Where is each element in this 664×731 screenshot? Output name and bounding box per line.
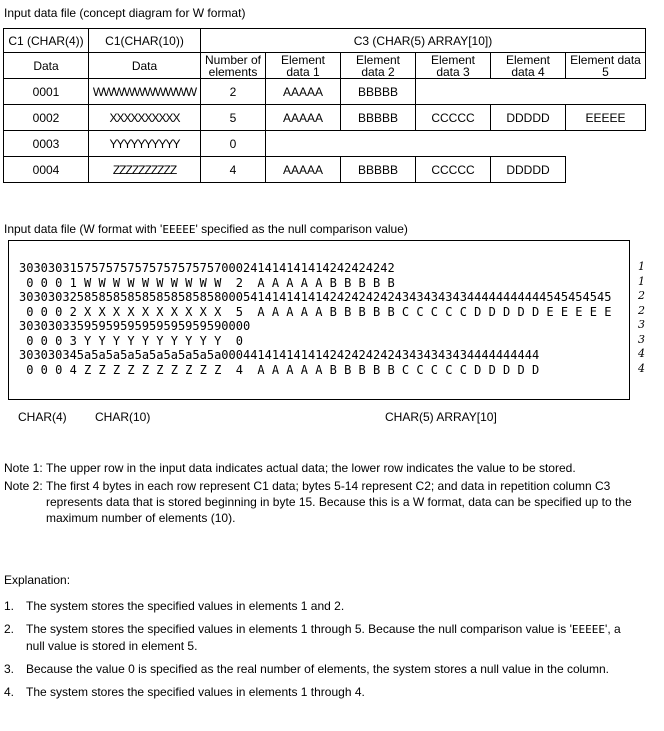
row-marker: 1 <box>638 274 645 288</box>
item-text-part: The system stores the specified values in elements 1 through 5. Because the null comparison value is ' <box>26 622 572 636</box>
item-number: 2. <box>4 622 15 636</box>
note-1 <box>4 460 660 476</box>
item-mono-value: EEEEE <box>571 623 606 636</box>
header-data-2: Data <box>89 53 201 79</box>
hex-line: 303030345a5a5a5a5a5a5a5a5a5a00044141414141424242424243434343434444444444 <box>19 348 540 362</box>
char-line: 0 0 0 1 W W W W W W W W W W 2 A A A A A B B B B B <box>19 275 395 290</box>
cell-element-1: AAAAA <box>266 105 341 131</box>
item-text: The system stores the specified values in elements 1 and 2. <box>26 599 345 613</box>
cell-c2: YYYYYYYYYY <box>89 131 201 157</box>
cell-empty-filler <box>566 157 646 183</box>
cell-element-5: EEEEE <box>566 105 646 131</box>
cell-num-elements: 4 <box>201 157 266 183</box>
char-line: 0 0 0 3 Y Y Y Y Y Y Y Y Y Y 0 <box>19 333 243 348</box>
note-2 <box>4 478 660 526</box>
row-reference-markers <box>638 260 658 376</box>
cell-c1: 0003 <box>4 131 89 157</box>
note-text: The upper row in the input data indicates actual data; the lower row indicates the value to be stored. <box>46 461 576 475</box>
caption-char10: CHAR(10) <box>95 410 151 424</box>
cell-empty-filler <box>266 131 646 157</box>
concept-table <box>3 28 646 183</box>
explanation-item-2 <box>4 621 660 654</box>
char-line: 0 0 0 4 Z Z Z Z Z Z Z Z Z Z 4 A A A A A B B B B B C C C C C D D D D D <box>19 362 540 377</box>
table-header-row-2 <box>4 53 646 79</box>
concept-diagram-title: Input data file (concept diagram for W format) <box>4 6 246 20</box>
item-text <box>26 621 640 654</box>
header-number-of-elements: Number of elements <box>201 53 266 79</box>
cell-element-2: BBBBB <box>341 105 416 131</box>
datafile-title-mono-value: EEEEE <box>162 223 196 236</box>
table-row <box>4 79 646 105</box>
row-marker: 2 <box>638 303 645 317</box>
item-number: 1. <box>4 599 15 613</box>
header-element-1: Element data 1 <box>266 53 341 79</box>
note-text: The first 4 bytes in each row represent C1 data; bytes 5-14 represent C2; and data in repetition column C3 represents data that is stored beginning in byte 15. Because this is a W format, data can be specified up to the maximum number of elements (10). <box>46 479 632 525</box>
caption-char4: CHAR(4) <box>18 410 67 424</box>
hex-line: 3030303258585858585858585858000541414141414242424242434343434344444444444545454545 <box>19 290 612 304</box>
cell-num-elements: 2 <box>201 79 266 105</box>
header-element-5: Element data 5 <box>566 53 646 79</box>
explanation-item-4 <box>4 684 660 700</box>
cell-empty-filler <box>416 79 646 105</box>
header-element-2: Element data 2 <box>341 53 416 79</box>
row-marker: 2 <box>638 289 645 302</box>
cell-c2: ZZZZZZZZZZ <box>89 157 201 183</box>
explanation-item-1 <box>4 598 660 614</box>
cell-element-3: CCCCC <box>416 105 491 131</box>
cell-c1: 0001 <box>4 79 89 105</box>
cell-element-1: AAAAA <box>266 79 341 105</box>
cell-c2: XXXXXXXXXX <box>89 105 201 131</box>
header-element-3: Element data 3 <box>416 53 491 79</box>
note-label: Note 1: <box>4 461 43 475</box>
datafile-title-text: ' specified as the null comparison value) <box>195 222 408 236</box>
header-c1-char10: C1(CHAR(10)) <box>89 29 201 53</box>
item-text: The system stores the specified values in elements 1 through 4. <box>26 685 365 699</box>
table-row <box>4 157 646 183</box>
hex-line: 3030303157575757575757575757000241414141414242424242 <box>19 261 395 275</box>
cell-c2: WWWWWWWWWW <box>89 79 201 105</box>
table-header-row-1 <box>4 29 646 53</box>
cell-element-4: DDDDD <box>491 157 566 183</box>
header-c1-char4: C1 (CHAR(4)) <box>4 29 89 53</box>
item-text: Because the value 0 is specified as the real number of elements, the system stores a null value in the column. <box>26 662 609 676</box>
notes-section <box>4 460 660 528</box>
hex-line: 30303033595959595959595959590000 <box>19 319 251 333</box>
cell-num-elements: 5 <box>201 105 266 131</box>
cell-element-4: DDDDD <box>491 105 566 131</box>
note-label: Note 2: <box>4 479 43 493</box>
row-marker: 4 <box>638 361 645 375</box>
row-marker: 4 <box>638 347 645 360</box>
explanation-heading: Explanation: <box>4 573 71 587</box>
cell-element-2: BBBBB <box>341 157 416 183</box>
caption-char5-array: CHAR(5) ARRAY[10] <box>385 410 497 424</box>
table-row <box>4 131 646 157</box>
row-marker: 3 <box>638 332 645 346</box>
cell-element-1: AAAAA <box>266 157 341 183</box>
item-number: 4. <box>4 685 15 699</box>
datafile-title-text: Input data file (W format with ' <box>4 222 163 236</box>
cell-num-elements: 0 <box>201 131 266 157</box>
header-c3-array: C3 (CHAR(5) ARRAY[10]) <box>201 29 646 53</box>
explanation-section <box>4 572 660 707</box>
datafile-title <box>4 222 408 236</box>
cell-c1: 0004 <box>4 157 89 183</box>
table-row <box>4 105 646 131</box>
row-marker: 1 <box>638 260 645 273</box>
item-text-part: ', a null value is stored in element 5. <box>26 622 621 653</box>
input-datafile-box <box>8 240 630 400</box>
row-marker: 3 <box>638 318 645 331</box>
explanation-item-3 <box>4 661 660 677</box>
item-number: 3. <box>4 662 15 676</box>
cell-c1: 0002 <box>4 105 89 131</box>
header-data-1: Data <box>4 53 89 79</box>
cell-element-2: BBBBB <box>341 79 416 105</box>
char-line: 0 0 0 2 X X X X X X X X X X 5 A A A A A B B B B B C C C C C D D D D D E E E E E <box>19 304 612 319</box>
cell-element-3: CCCCC <box>416 157 491 183</box>
header-element-4: Element data 4 <box>491 53 566 79</box>
